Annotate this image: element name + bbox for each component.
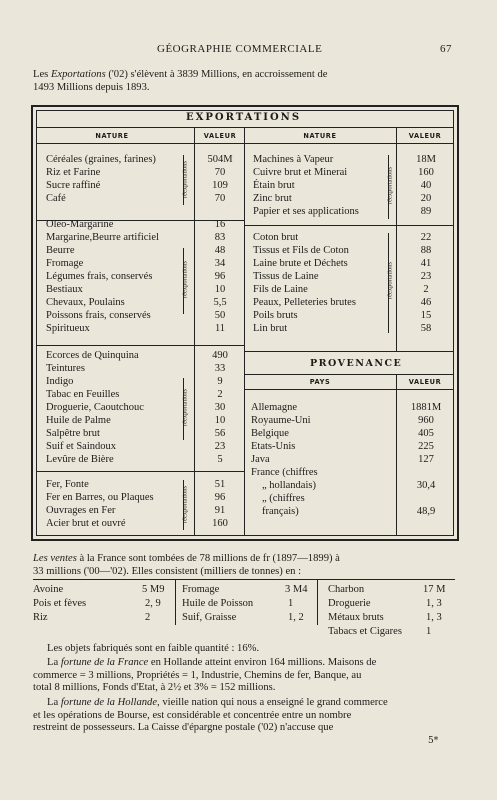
export-value: 2: [217, 389, 223, 400]
col-valeur-prov: VALEUR: [408, 378, 442, 386]
running-title: GÉOGRAPHIE COMMERCIALE: [157, 43, 323, 55]
prov-pays: Royaume-Uni: [251, 415, 311, 426]
col-nature-right: NATURE: [303, 132, 337, 140]
export-value: 30: [214, 402, 226, 413]
export-value: 504M: [207, 154, 233, 165]
prov-valeur: 225: [418, 441, 434, 452]
signature-mark: 5*: [428, 736, 439, 746]
vente-value: 17 M: [423, 584, 446, 595]
vente-item: Pois et fèves: [33, 598, 87, 609]
export-item: Tissus et Fils de Coton: [253, 245, 349, 256]
export-item: Zinc brut: [253, 193, 292, 204]
vente-item: Suif, Graisse: [182, 612, 237, 623]
export-value: 41: [420, 258, 432, 269]
export-value: 34: [214, 258, 226, 269]
export-value: 56: [214, 428, 226, 439]
export-value: 46: [420, 297, 432, 308]
vente-value: 5 M9: [142, 584, 165, 595]
closing-p1: Les objets fabriqués sont en faible quantité : 16%.: [47, 643, 260, 654]
export-value: 10: [214, 284, 226, 295]
export-item: Étain brut: [253, 180, 295, 191]
ventes-table-top: [33, 579, 455, 580]
export-item: Suif et Saindoux: [46, 441, 116, 452]
prov-valeur: 405: [418, 428, 434, 439]
export-item: Tabac en Feuilles: [46, 389, 120, 400]
reexportations-label: réexportations: [386, 166, 394, 205]
export-item: Acier brut et ouvré: [46, 518, 126, 529]
vente-item: Charbon: [328, 584, 365, 595]
ventes-paragraph: Les ventes à la France sont tombées de 78 millions de fr (1897—1899) à 33 millions ('00—'02). Elles consistent (milliers de tonnes) en :: [33, 553, 340, 577]
export-value: 48: [214, 245, 226, 256]
export-value: 51: [214, 479, 226, 490]
col-valeur-left: VALEUR: [203, 132, 237, 140]
export-value: 16: [214, 219, 226, 230]
prov-pays: „ (chiffres: [262, 493, 305, 504]
export-value: 91: [214, 505, 226, 516]
prov-valeur: 960: [418, 415, 434, 426]
export-item: Fer en Barres, ou Plaques: [46, 492, 154, 503]
export-item: Indigo: [46, 376, 74, 387]
vente-item: Métaux bruts: [328, 612, 384, 623]
prov-pays: français): [262, 506, 299, 517]
vente-item: Tabacs et Cigares: [328, 626, 402, 637]
reexportations-label: réexportations: [386, 261, 394, 300]
export-value: 160: [418, 167, 434, 178]
prov-valeur: 1881M: [410, 402, 442, 413]
export-item: Oléo-Margarine: [46, 219, 114, 230]
provenance-title: PROVENANCE: [310, 358, 403, 369]
export-item: Lin brut: [253, 323, 288, 334]
export-item: Papier et ses applications: [253, 206, 359, 217]
export-value: 5: [217, 454, 223, 465]
export-item: Cuivre brut et Minerai: [253, 167, 348, 178]
export-value: 50: [214, 310, 226, 321]
export-value: 2: [423, 284, 429, 295]
export-item: Chevaux, Poulains: [46, 297, 125, 308]
export-item: Légumes frais, conservés: [46, 271, 153, 282]
export-value: 40: [420, 180, 432, 191]
prov-valeur: 48,9: [416, 506, 436, 517]
export-value: 11: [214, 323, 226, 334]
vente-item: Avoine: [33, 584, 64, 595]
vente-item: Huile de Poisson: [182, 598, 254, 609]
prov-pays: „ hollandais): [262, 480, 316, 491]
export-item: Ouvrages en Fer: [46, 505, 116, 516]
export-value: 70: [214, 167, 226, 178]
export-item: Bestiaux: [46, 284, 83, 295]
export-value: 109: [212, 180, 228, 191]
export-item: Poils bruts: [253, 310, 298, 321]
prov-pays: France (chiffres: [251, 467, 318, 478]
export-item: Spiritueux: [46, 323, 90, 334]
export-value: 89: [420, 206, 432, 217]
prov-valeur: 30,4: [416, 480, 436, 491]
vente-value: 1, 2: [288, 612, 304, 623]
export-item: Poissons frais, conservés: [46, 310, 151, 321]
export-item: Levûre de Bière: [46, 454, 114, 465]
vente-item: Fromage: [182, 584, 220, 595]
prov-pays: Java: [251, 454, 270, 465]
prov-valeur: 127: [418, 454, 434, 465]
export-value: 20: [420, 193, 432, 204]
exportations-title: EXPORTATIONS: [186, 112, 302, 123]
export-value: 23: [214, 441, 226, 452]
reexportations-label: réexportations: [181, 160, 189, 199]
vente-value: 1: [426, 626, 432, 637]
vente-item: Riz: [33, 612, 48, 623]
prov-pays: Allemagne: [251, 402, 298, 413]
export-value: 88: [420, 245, 432, 256]
export-item: Beurre: [46, 245, 75, 256]
closing-p3: La fortune de la Hollande, vieille nation qui nous a enseigné le grand commerce et les opérations de Bourse, est considérable et concentrée entre un nombre restreint de possesseurs. La Caisse d'épargne postale ('02) n'accuse que: [33, 697, 388, 733]
export-item: Huile de Palme: [46, 415, 111, 426]
vente-value: 2: [145, 612, 151, 623]
export-value: 5,5: [213, 297, 227, 308]
export-item: Riz et Farine: [46, 167, 101, 178]
reexportations-label: réexportations: [181, 260, 189, 299]
vente-value: 1, 3: [426, 612, 442, 623]
export-value: 23: [420, 271, 432, 282]
export-value: 58: [420, 323, 432, 334]
export-value: 160: [212, 518, 228, 529]
export-value: 15: [420, 310, 432, 321]
page-number: 67: [440, 43, 452, 55]
export-item: Ecorces de Quinquina: [46, 350, 139, 361]
vente-item: Droguerie: [328, 598, 371, 609]
export-item: Fromage: [46, 258, 84, 269]
prov-pays: Belgique: [251, 428, 289, 439]
prov-pays: Etats-Unis: [251, 441, 296, 452]
reexportations-label: réexportations: [181, 485, 189, 524]
col-valeur-right: VALEUR: [408, 132, 442, 140]
export-item: Peaux, Pelleteries brutes: [253, 297, 356, 308]
vente-value: 2, 9: [145, 598, 161, 609]
export-item: Droguerie, Caoutchouc: [46, 402, 144, 413]
export-item: Teintures: [46, 363, 85, 374]
export-item: Coton brut: [253, 232, 299, 243]
col-nature-left: NATURE: [95, 132, 129, 140]
col-pays: PAYS: [309, 378, 331, 386]
export-item: Céréales (graines, farines): [46, 154, 156, 165]
export-value: 96: [214, 492, 226, 503]
export-item: Machines à Vapeur: [253, 154, 334, 165]
export-value: 10: [214, 415, 226, 426]
reexportations-label: réexportations: [181, 388, 189, 427]
export-value: 18M: [416, 154, 436, 165]
export-item: Laine brute et Déchets: [253, 258, 348, 269]
closing-p2: La fortune de la France en Hollande atteint environ 164 millions. Maisons de commerce = 3 millions, Propriétés = 1, Industrie, Chemins de fer, Banque, au total 8 millions, Fonds d'Etat, à 2½ et 3% = 152 millions.: [33, 657, 377, 693]
export-value: 9: [217, 376, 223, 387]
export-item: Margarine,Beurre artificiel: [46, 232, 159, 243]
intro-paragraph: Les Exportations ('02) s'élèvent à 3839 Millions, en accroissement de 1493 Millions depuis 1893.: [33, 69, 328, 93]
vente-value: 1: [288, 598, 294, 609]
export-value: 490: [212, 350, 228, 361]
export-item: Fer, Fonte: [46, 479, 89, 490]
export-value: 96: [214, 271, 226, 282]
export-value: 83: [214, 232, 226, 243]
export-item: Tissus de Laine: [253, 271, 319, 282]
export-item: Café: [46, 193, 66, 204]
vente-value: 1, 3: [426, 598, 442, 609]
export-item: Fils de Laine: [253, 284, 308, 295]
vente-value: 3 M4: [285, 584, 308, 595]
export-value: 22: [420, 232, 432, 243]
export-value: 33: [214, 363, 226, 374]
export-value: 70: [214, 193, 226, 204]
export-item: Sucre raffiné: [46, 180, 101, 191]
export-item: Salpêtre brut: [46, 428, 100, 439]
